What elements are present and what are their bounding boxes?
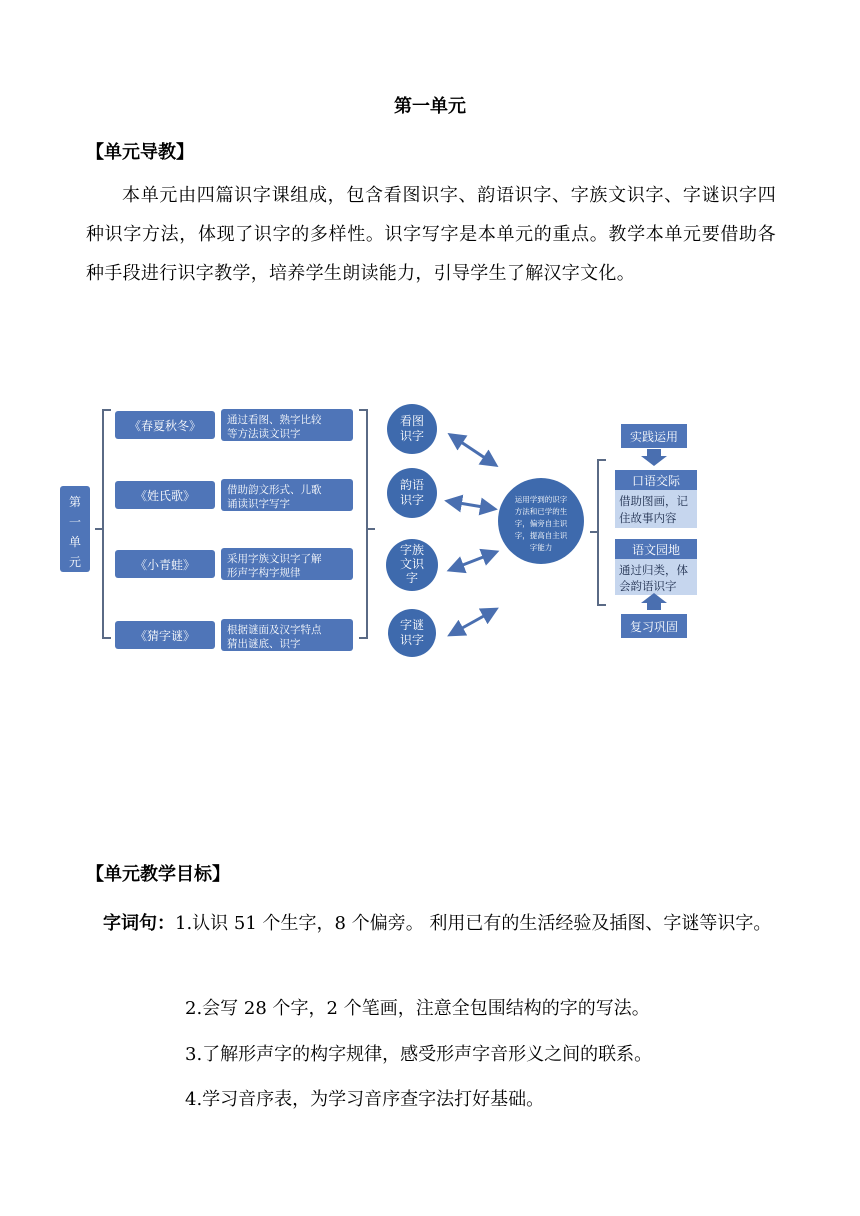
goal-item-2: 2.会写 28 个字，2 个笔画，注意全包围结构的字的写法。 bbox=[185, 998, 650, 1019]
lesson-title: 《姓氏歌》 bbox=[134, 489, 196, 503]
svg-text:韵语: 韵语 bbox=[399, 478, 425, 492]
left-bracket bbox=[95, 410, 111, 638]
goal-text: 1.认识 51 个生字，8 个偏旁。 利用已有的生活经验及插图、字谜等识字。 bbox=[175, 913, 772, 934]
svg-text:文识: 文识 bbox=[399, 557, 425, 571]
guide-paragraph: 本单元由四篇识字课组成，包含看图识字、韵语识字、字族文识字、字谜识字四种识字方法，体现了识字的多样性。识字写字是本单元的重点。教学本单元要借助各种手段进行识字教学，培养学生朗读能力，引导学生了解汉字文化。 bbox=[86, 185, 776, 284]
svg-text:识字: 识字 bbox=[399, 493, 425, 507]
lesson-title: 《春夏秋冬》 bbox=[128, 419, 202, 433]
svg-text:识字: 识字 bbox=[399, 429, 425, 443]
garden-line: 通过归类，体 bbox=[619, 563, 688, 577]
type-circle-2 bbox=[387, 468, 437, 518]
unit-char-1: 第 bbox=[68, 495, 82, 509]
lesson-method-line: 形声字构字规律 bbox=[227, 567, 301, 579]
garden-line: 会韵语识字 bbox=[619, 579, 677, 593]
lesson-method-line: 等方法读文识字 bbox=[227, 428, 301, 440]
lesson-title: 《猜字谜》 bbox=[134, 629, 196, 643]
goal-item-1 bbox=[86, 900, 781, 948]
review-label: 复习巩固 bbox=[629, 620, 679, 634]
garden-label: 语文园地 bbox=[631, 543, 681, 557]
svg-text:字: 字 bbox=[405, 571, 419, 585]
svg-text:字族: 字族 bbox=[399, 543, 425, 557]
double-arrow bbox=[455, 554, 491, 568]
center-circle bbox=[498, 478, 584, 564]
oral-label: 口语交际 bbox=[631, 474, 681, 488]
lesson-method-line: 采用字族文识字了解 bbox=[227, 553, 322, 565]
lesson-row-3 bbox=[115, 548, 353, 580]
practice-label: 实践运用 bbox=[629, 430, 679, 444]
lesson-method-line: 根据谜面及汉字特点 bbox=[227, 624, 322, 636]
down-arrow bbox=[641, 449, 667, 466]
lesson-method-line: 猜出谜底、识字 bbox=[227, 638, 301, 650]
svg-text:识字: 识字 bbox=[399, 633, 425, 647]
double-arrow bbox=[453, 502, 489, 508]
svg-text:运用学到的识字: 运用学到的识字 bbox=[514, 495, 568, 504]
lesson-method-line: 通过看图、熟字比较 bbox=[227, 414, 322, 426]
svg-text:字，提高自主识: 字，提高自主识 bbox=[514, 531, 568, 540]
svg-text:字能力: 字能力 bbox=[529, 543, 553, 552]
svg-text:字谜: 字谜 bbox=[399, 618, 425, 632]
double-arrow bbox=[455, 612, 491, 632]
unit-char-2: 一 bbox=[68, 515, 82, 529]
lesson-row-1 bbox=[115, 409, 353, 441]
svg-text:方法和已学的生: 方法和已学的生 bbox=[514, 507, 568, 516]
up-arrow bbox=[641, 593, 667, 610]
middle-bracket bbox=[359, 410, 375, 638]
goal-item-4: 4.学习音序表，为学习音序查字法打好基础。 bbox=[185, 1089, 545, 1110]
oral-line: 借助图画，记 bbox=[619, 494, 688, 508]
double-arrow bbox=[455, 438, 491, 462]
right-bracket bbox=[590, 460, 606, 605]
goal-label: 字词句： bbox=[103, 913, 175, 934]
unit-mind-map bbox=[55, 388, 705, 658]
lesson-method-line: 借助韵文形式、儿歌 bbox=[227, 484, 322, 496]
type-circle-1 bbox=[387, 404, 437, 454]
page-title: 第一单元 bbox=[394, 96, 466, 117]
section-heading-guide: 【单元导教】 bbox=[86, 142, 194, 163]
goal-item-3: 3.了解形声字的构字规律，感受形声字音形义之间的联系。 bbox=[185, 1044, 653, 1065]
oral-line: 住故事内容 bbox=[619, 511, 677, 525]
lesson-row-4 bbox=[115, 619, 353, 651]
type-circle-4 bbox=[388, 609, 436, 657]
unit-char-4: 元 bbox=[68, 555, 82, 569]
lesson-title: 《小青蛙》 bbox=[134, 558, 196, 572]
section-heading-goals: 【单元教学目标】 bbox=[86, 864, 230, 885]
lesson-method-line: 诵读识字写字 bbox=[227, 498, 290, 510]
unit-char-3: 单 bbox=[68, 535, 82, 549]
type-circle-3 bbox=[386, 539, 438, 591]
svg-text:字，偏旁自主识: 字，偏旁自主识 bbox=[514, 519, 568, 528]
svg-text:看图: 看图 bbox=[399, 414, 425, 428]
lesson-row-2 bbox=[115, 479, 353, 511]
